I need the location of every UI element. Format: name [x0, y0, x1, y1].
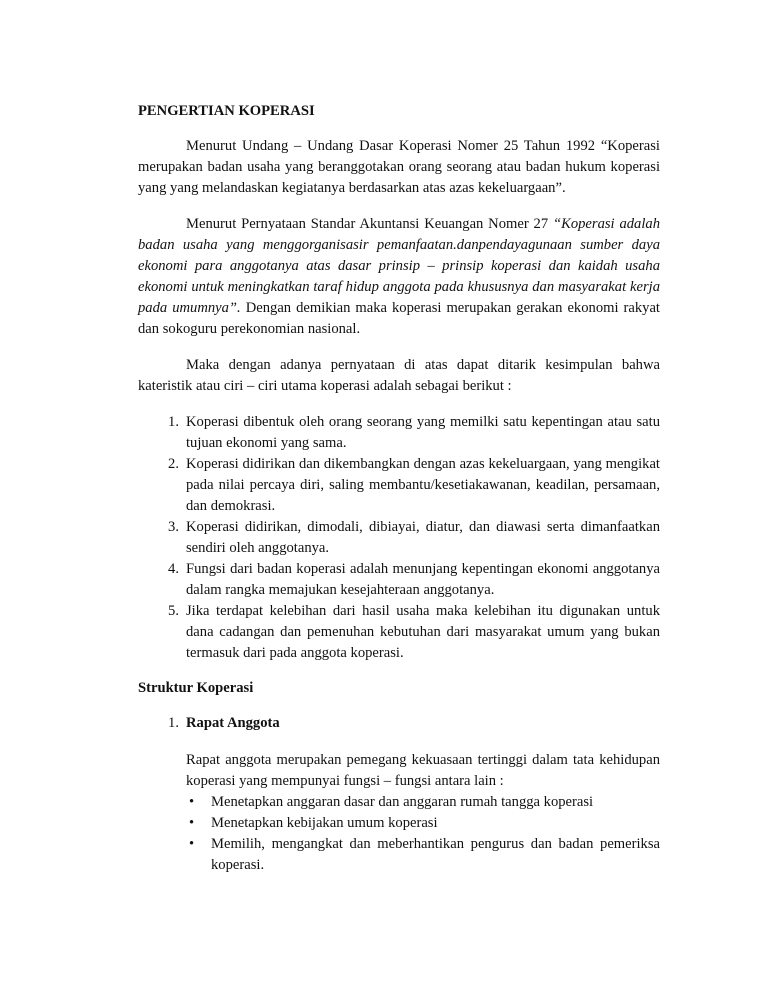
list-item-text: Koperasi dibentuk oleh orang seorang yang memilki satu kepentingan atau satu tujuan ekonomi yang sama. [186, 414, 660, 451]
list-item-text: Menetapkan kebijakan umum koperasi [211, 815, 438, 831]
page-title: PENGERTIAN KOPERASI [138, 103, 315, 119]
subsection-title: Rapat Anggota [186, 715, 280, 731]
list-item-number: 4. [168, 561, 179, 577]
functions-list [189, 792, 660, 876]
list-item-text: Koperasi didirikan dan dikembangkan dengan azas kekeluargaan, yang mengikat pada nilai percaya diri, saling membantu/kesetiakawanan, keadilan, persamaan, dan demokrasi. [186, 456, 660, 514]
paragraph-meeting: Rapat anggota merupakan pemegang kekuasaan tertinggi dalam tata kehidupan koperasi yang mempunyai fungsi – fungsi antara lain : [186, 752, 660, 789]
list-item-number: 2. [168, 456, 179, 472]
list-item-number: 3. [168, 519, 179, 535]
list-item [138, 601, 660, 664]
paragraph-psak-tail: Dengan demikian maka koperasi merupakan gerakan ekonomi rakyat dan sokoguru perekonomian nasional. [138, 300, 660, 337]
list-item [138, 454, 660, 517]
subsection-heading [138, 713, 660, 734]
list-item [138, 559, 660, 601]
paragraph-psak-quote: “Koperasi adalah badan usaha yang menggorganisasir pemanfaatan.danpendayagunaan sumber daya ekonomi para anggotanya atas dasar prinsip – prinsip koperasi dan kaidah usaha ekonomi untuk meningkatkan taraf hidup anggota pada khususnya dan masyarakat kerja pada umumnya”. [138, 216, 660, 316]
document-body [138, 101, 660, 876]
list-item-number: 1. [168, 414, 179, 430]
paragraph-psak-lead: Menurut Pernyataan Standar Akuntansi Keuangan Nomer 27 [186, 216, 553, 232]
list-item-text: Jika terdapat kelebihan dari hasil usaha maka kelebihan itu digunakan untuk dana cadangan dan pemenuhan kebutuhan dari masyarakat umum yang bukan termasuk dari pada anggota koperasi. [186, 603, 660, 661]
list-item [189, 792, 660, 813]
list-item [189, 813, 660, 834]
bullet-icon: • [189, 794, 195, 810]
subsection-number: 1. [168, 715, 179, 731]
paragraph-definition-psak [138, 214, 660, 340]
list-item-text: Fungsi dari badan koperasi adalah menunjang kepentingan ekonomi anggotanya dalam rangka memajukan kesejahteraan anggotanya. [186, 561, 660, 598]
bullet-icon: • [189, 815, 195, 831]
characteristics-list [138, 412, 660, 664]
list-item-text: Memilih, mengangkat dan meberhantikan pengurus dan badan pemeriksa koperasi. [211, 836, 660, 873]
list-item [138, 412, 660, 454]
section-heading-structure: Struktur Koperasi [138, 680, 254, 696]
paragraph-definition-law: Menurut Undang – Undang Dasar Koperasi Nomer 25 Tahun 1992 “Koperasi merupakan badan usaha yang beranggotakan orang seorang atau badan hukum koperasi yang yang melandaskan kegiatanya berdasarkan atas azas kekeluargaan”. [138, 138, 660, 196]
list-item-number: 5. [168, 603, 179, 619]
paragraph-conclusion: Maka dengan adanya pernyataan di atas dapat ditarik kesimpulan bahwa kateristik atau ciri – ciri utama koperasi adalah sebagai berikut : [138, 357, 660, 394]
bullet-icon: • [189, 836, 195, 852]
list-item [138, 517, 660, 559]
list-item-text: Menetapkan anggaran dasar dan anggaran rumah tangga koperasi [211, 794, 594, 810]
list-item [189, 834, 660, 876]
list-item-text: Koperasi didirikan, dimodali, dibiayai, diatur, dan diawasi serta dimanfaatkan sendiri oleh anggotanya. [186, 519, 660, 556]
